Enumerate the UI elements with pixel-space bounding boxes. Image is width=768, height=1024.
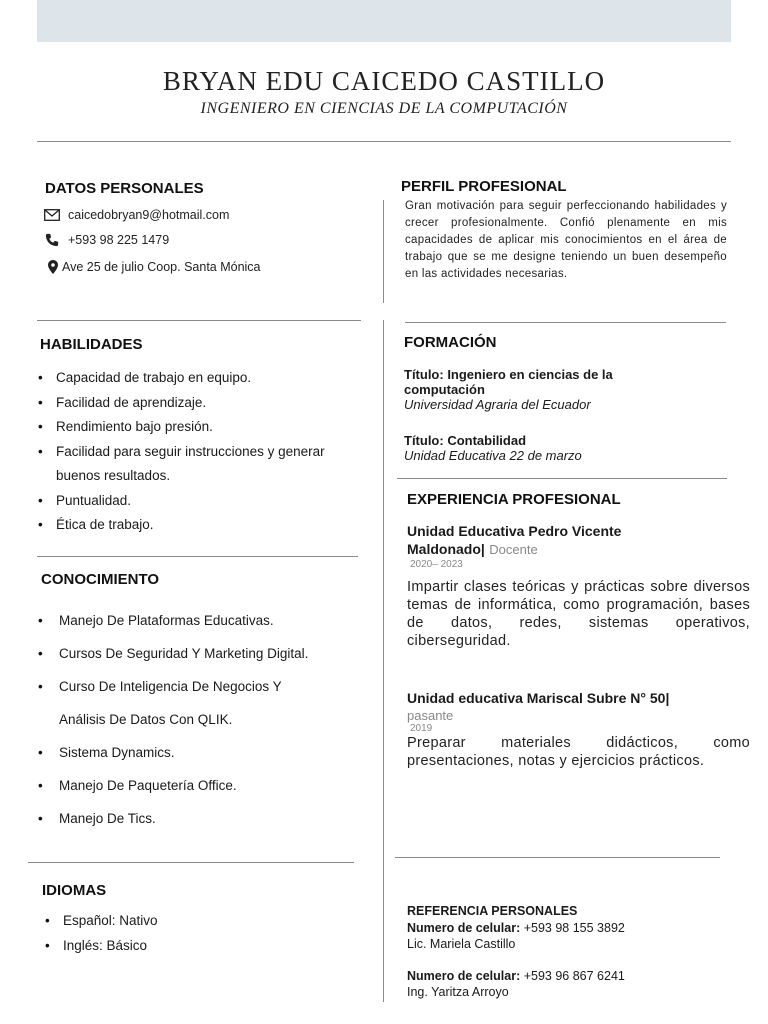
experiencia-role: pasante: [407, 708, 454, 723]
phone-row: [44, 233, 169, 247]
referencias-block: [407, 903, 747, 1001]
experiencia-entry: [407, 523, 750, 650]
referencia-phone: +593 96 867 6241: [523, 968, 625, 983]
formacion-title: Título: Ingeniero en ciencias de la computación: [404, 367, 613, 397]
list-item: • Manejo De Plataformas Educativas.: [38, 604, 368, 637]
list-item: • Puntualidad.: [38, 489, 370, 514]
datos-heading: DATOS PERSONALES: [45, 180, 204, 197]
column-divider-bottom: [383, 320, 384, 1002]
formacion-heading: FORMACIÓN: [404, 334, 497, 351]
location-pin-icon: [48, 260, 58, 274]
perfil-divider: [405, 322, 726, 323]
address-text: Ave 25 de julio Coop. Santa Mónica: [62, 260, 261, 274]
referencia-phone-label: Numero de celular:: [407, 968, 521, 983]
habilidades-divider: [37, 556, 358, 557]
list-item: • Español: Nativo: [45, 908, 345, 933]
referencia-phone-label: Numero de celular:: [407, 920, 521, 935]
column-divider-top: [383, 200, 384, 303]
habilidades-list: [38, 366, 370, 538]
perfil-text: Gran motivación para seguir perfeccionando habilidades y crecer profesionalmente. Confió plenamente en mis capacidades de aplicar mis conocimientos en el área de trabajo que se me designe teniendo un buen desempeño en las actividades necesarias.: [405, 200, 727, 280]
phone-icon: [44, 233, 60, 247]
referencia-name: Lic. Mariela Castillo: [407, 937, 516, 951]
list-item: • Facilidad de aprendizaje.: [38, 391, 370, 416]
referencias-heading: REFERENCIA PERSONALES: [407, 904, 578, 918]
experiencia-separator: |: [665, 690, 670, 706]
experiencia-separator: |: [480, 541, 485, 557]
formacion-title: Título: Contabilidad: [404, 433, 527, 448]
email-row: [44, 208, 229, 222]
formacion-institution: Universidad Agraria del Ecuador: [404, 397, 591, 412]
list-item: • Capacidad de trabajo en equipo.: [38, 366, 370, 391]
candidate-name: BRYAN EDU CAICEDO CASTILLO: [162, 66, 606, 96]
experiencia-years: 2020– 2023: [410, 559, 463, 570]
list-item: • Sistema Dynamics.: [38, 736, 368, 769]
experiencia-description: Impartir clases teóricas y prácticas sobre diversos temas de informática, como programación, bases de datos, redes, sistemas operativos, ciberseguridad.: [407, 579, 750, 649]
idiomas-list: [45, 908, 345, 958]
experiencia-employer: Unidad educativa Mariscal Subre N° 50: [407, 690, 666, 706]
phone-text: +593 98 225 1479: [68, 233, 170, 247]
referencia-name: Ing. Yaritza Arroyo: [407, 985, 509, 999]
email-link[interactable]: caicedobryan9@hotmail.com: [68, 208, 230, 222]
experiencia-years: 2019: [410, 723, 433, 734]
header-band: [37, 0, 731, 42]
formacion-divider: [397, 478, 727, 479]
conocimiento-divider: [28, 862, 354, 863]
idiomas-heading: IDIOMAS: [42, 882, 107, 899]
list-item: • Inglés: Básico: [45, 933, 345, 958]
list-item: • Manejo De Tics.: [38, 802, 368, 835]
list-item: • Ética de trabajo.: [38, 513, 370, 538]
list-item: • Facilidad para seguir instrucciones y generar buenos resultados.: [38, 440, 370, 489]
list-item: • Curso De Inteligencia De Negocios Y Análisis De Datos Con QLIK.: [38, 670, 329, 736]
header-divider: [37, 141, 731, 142]
experiencia-employer: Unidad Educativa Pedro Vicente Maldonado: [407, 523, 622, 557]
formacion-entry: [404, 433, 664, 463]
address-row: [48, 260, 261, 274]
conocimiento-heading: CONOCIMIENTO: [41, 571, 160, 588]
list-item: • Rendimiento bajo presión.: [38, 415, 370, 440]
envelope-icon: [44, 208, 60, 222]
candidate-title: INGENIERO EN CIENCIAS DE LA COMPUTACIÓN: [200, 100, 568, 117]
referencia-phone: +593 98 155 3892: [523, 920, 625, 935]
list-item: • Manejo De Paquetería Office.: [38, 769, 368, 802]
experiencia-divider: [395, 857, 720, 858]
datos-divider: [37, 320, 361, 321]
formacion-entry: [404, 367, 664, 412]
formacion-institution: Unidad Educativa 22 de marzo: [404, 448, 582, 463]
habilidades-heading: HABILIDADES: [40, 336, 143, 353]
experiencia-role: Docente: [489, 542, 538, 557]
list-item: • Cursos De Seguridad Y Marketing Digital.: [38, 637, 368, 670]
experiencia-entry: [407, 690, 750, 770]
experiencia-description: Preparar materiales didácticos, como presentaciones, notas y ejercicios prácticos.: [407, 735, 750, 769]
conocimiento-list: [38, 604, 368, 835]
experiencia-heading: EXPERIENCIA PROFESIONAL: [407, 491, 621, 508]
perfil-heading: PERFIL PROFESIONAL: [401, 178, 567, 195]
